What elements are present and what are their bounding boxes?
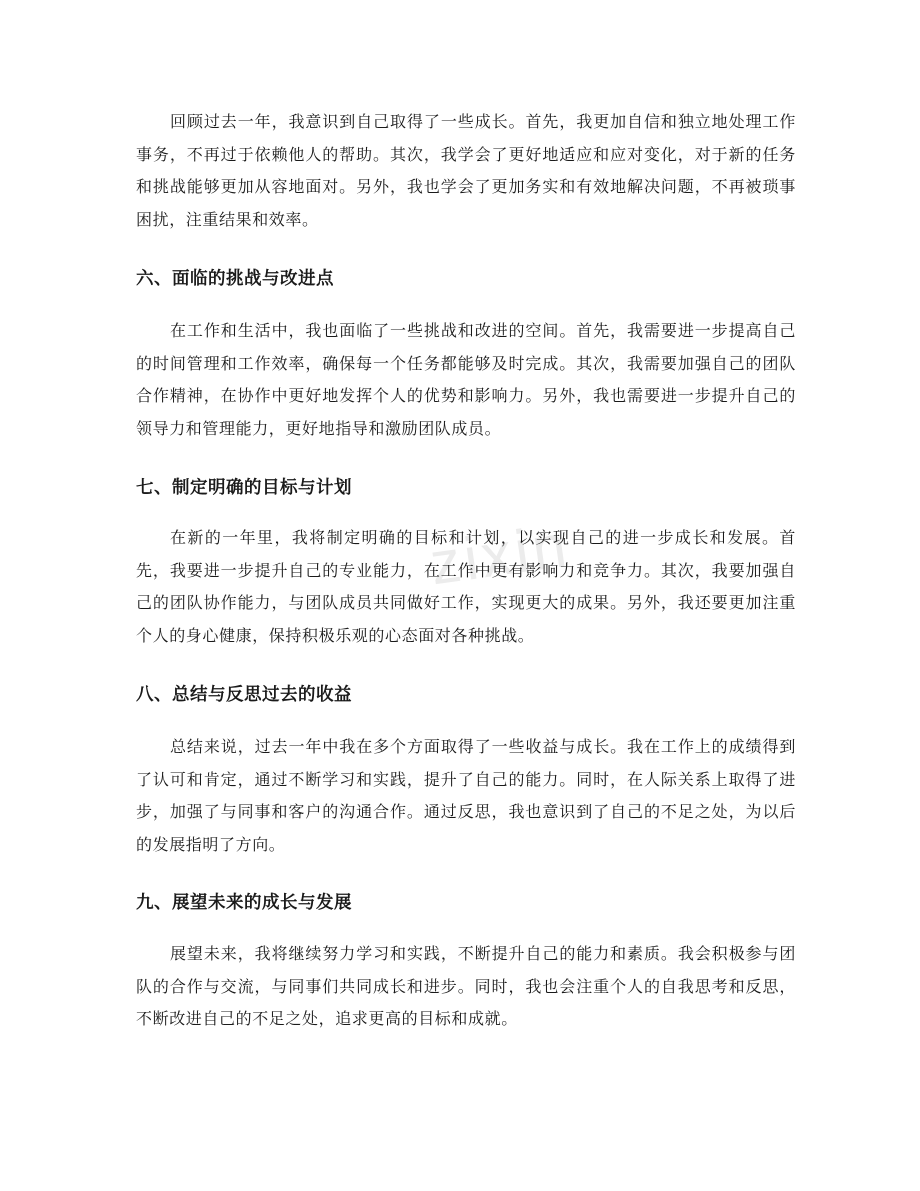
heading-challenges: 六、面临的挑战与改进点: [136, 269, 334, 289]
heading-outlook: 九、展望未来的成长与发展: [136, 893, 352, 913]
watermark: zixin: [426, 511, 575, 598]
paragraph-challenges: 在工作和生活中，我也面临了一些挑战和改进的空间。首先，我需要进一步提高自己的时间管理和工作效率，确保每一个任务都能够及时完成。其次，我需要加强自己的团队合作精神，在协作中更好地发挥个人的优势和影响力。另外，我也需要进一步提升自己的领导力和管理能力，更好地指导和激励团队成员。: [136, 321, 796, 438]
paragraph-summary: 总结来说，过去一年中我在多个方面取得了一些收益与成长。我在工作上的成绩得到了认可和肯定，通过不断学习和实践，提升了自己的能力。同时，在人际关系上取得了进步，加强了与同事和客户的沟通合作。通过反思，我也意识到了自己的不足之处，为以后的发展指明了方向。: [136, 737, 796, 854]
paragraph-outlook: 展望未来，我将继续努力学习和实践，不断提升自己的能力和素质。我会积极参与团队的合作与交流，与同事们共同成长和进步。同时，我也会注重个人的自我思考和反思，不断改进自己的不足之处，追求更高的目标和成就。: [136, 944, 796, 1028]
heading-goals: 七、制定明确的目标与计划: [136, 478, 352, 498]
heading-summary: 八、总结与反思过去的收益: [136, 685, 352, 705]
paragraph-reflection: 回顾过去一年，我意识到自己取得了一些成长。首先，我更加自信和独立地处理工作事务，不再过于依赖他人的帮助。其次，我学会了更好地适应和应对变化，对于新的任务和挑战能够更加从容地面对。另外，我也学会了更加务实和有效地解决问题，不再被琐事困扰，注重结果和效率。: [136, 112, 796, 229]
paragraph-goals: 在新的一年里，我将制定明确的目标和计划，以实现自己的进一步成长和发展。首先，我要进一步提升自己的专业能力，在工作中更有影响力和竞争力。其次，我要加强自己的团队协作能力，与团队成员共同做好工作，实现更大的成果。另外，我还要更加注重个人的身心健康，保持积极乐观的心态面对各种挑战。: [136, 528, 796, 645]
